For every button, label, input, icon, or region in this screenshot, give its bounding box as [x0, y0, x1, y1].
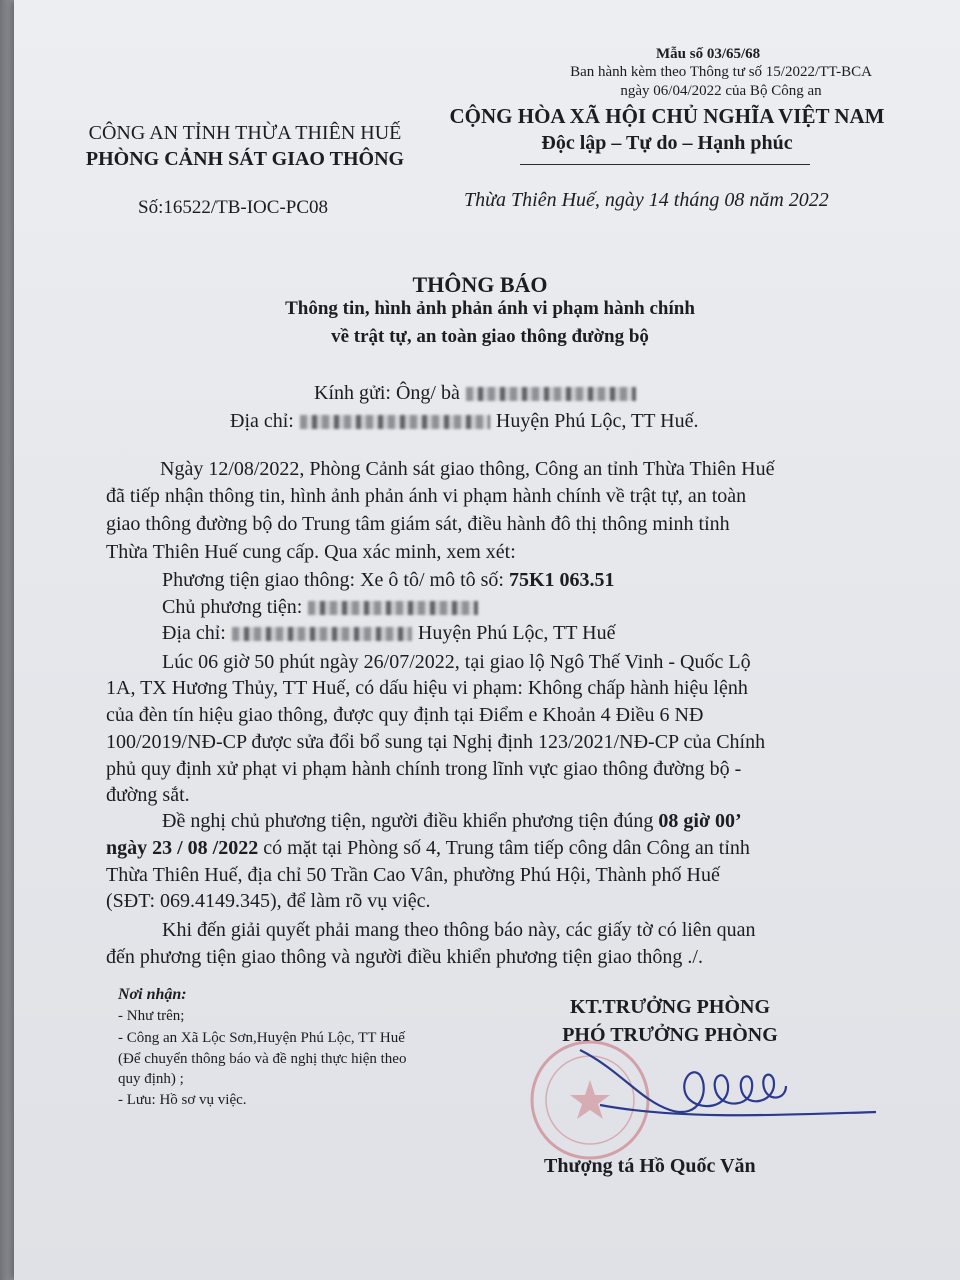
owner-address-label: Địa chỉ: — [162, 622, 226, 644]
motto-underline — [520, 164, 810, 165]
redacted-owner-address — [232, 627, 412, 641]
redacted-owner — [308, 601, 478, 615]
handwritten-signature — [560, 1030, 890, 1140]
body-p3-line-4: (SĐT: 069.4149.345), để làm rõ vụ việc. — [106, 890, 431, 912]
body-p2-line-2: 1A, TX Hương Thủy, TT Huế, có dấu hiệu vi phạm: Không chấp hành hiệu lệnh — [106, 677, 748, 699]
form-issued-by: Ban hành kèm theo Thông tư số 15/2022/TT-BCA — [570, 64, 872, 80]
owner-address-line — [162, 622, 615, 645]
desk-background — [0, 0, 14, 1280]
owner-address-tail: Huyện Phú Lộc, TT Huế — [417, 622, 616, 644]
body-p1-line-4: Thừa Thiên Huế cung cấp. Qua xác minh, xem xét: — [106, 541, 516, 563]
owner-line — [162, 596, 479, 619]
p3-text-2: có mặt tại Phòng số 4, Trung tâm tiếp công dân Công an tỉnh — [263, 837, 750, 859]
place-date: Thừa Thiên Huế, ngày 14 tháng 08 năm 2022 — [464, 189, 829, 211]
body-p2-line-5: phủ quy định xử phạt vi phạm hành chính trong lĩnh vực giao thông đường bộ - — [106, 758, 742, 780]
body-p4-line-1: Khi đến giải quyết phải mang theo thông báo này, các giấy tờ có liên quan — [162, 919, 756, 941]
vehicle-line — [162, 569, 615, 592]
document-subtitle-2: về trật tự, an toàn giao thông đường bộ — [331, 326, 649, 347]
body-p4-line-2: đến phương tiện giao thông và người điều khiển phương tiện giao thông ./. — [106, 946, 703, 968]
recipients-item-5: - Lưu: Hồ sơ vụ việc. — [118, 1092, 247, 1108]
recipients-item-2: - Công an Xã Lộc Sơn,Huyện Phú Lộc, TT Huế — [118, 1030, 405, 1046]
document-title: THÔNG BÁO — [412, 272, 548, 297]
vehicle-plate: 75K1 063.51 — [508, 569, 615, 591]
body-p2-line-3: của đèn tín hiệu giao thông, được quy định tại Điểm e Khoản 4 Điều 6 NĐ — [106, 704, 704, 726]
body-p1-line-1: Ngày 12/08/2022, Phòng Cảnh sát giao thông, Công an tỉnh Thừa Thiên Huế — [160, 458, 775, 480]
body-p3-line-2 — [106, 837, 750, 860]
recipient-address-line — [230, 410, 698, 433]
form-number: Mẫu số 03/65/68 — [656, 46, 761, 62]
signer-name: Thượng tá Hồ Quốc Văn — [544, 1155, 756, 1177]
signature-title-1: KT.TRƯỞNG PHÒNG — [570, 996, 770, 1018]
agency-unit: PHÒNG CẢNH SÁT GIAO THÔNG — [85, 148, 405, 170]
body-p2-line-4: 100/2019/NĐ-CP được sửa đổi bổ sung tại Nghị định 123/2021/NĐ-CP của Chính — [106, 731, 766, 753]
form-issued-date: ngày 06/04/2022 của Bộ Công an — [620, 83, 822, 99]
agency-parent: CÔNG AN TỈNH THỪA THIÊN HUẾ — [88, 122, 402, 144]
document-number: Số:16522/TB-IOC-PC08 — [138, 197, 329, 218]
body-p2-line-1: Lúc 06 giờ 50 phút ngày 26/07/2022, tại giao lộ Ngô Thế Vinh - Quốc Lộ — [162, 651, 751, 673]
appointment-date: ngày 23 / 08 /2022 — [106, 837, 259, 859]
body-p3-line-1 — [162, 810, 742, 833]
recipients-item-1: - Như trên; — [118, 1008, 185, 1024]
redacted-address — [300, 415, 490, 429]
document-subtitle-1: Thông tin, hình ảnh phản ánh vi phạm hành chính — [285, 298, 695, 319]
body-p3-line-3: Thừa Thiên Huế, địa chỉ 50 Trần Cao Vân, phường Phú Hội, Thành phố Huế — [106, 864, 720, 886]
recipients-item-4: quy định) ; — [118, 1071, 184, 1087]
recipient-line — [314, 382, 637, 405]
national-motto: Độc lập – Tự do – Hạnh phúc — [541, 132, 793, 154]
p3-text-1: Đề nghị chủ phương tiện, người điều khiển phương tiện đúng — [162, 810, 654, 832]
body-p1-line-2: đã tiếp nhận thông tin, hình ảnh phản ánh vi phạm hành chính về trật tự, an toàn — [106, 485, 747, 507]
signature-title-2: PHÓ TRƯỞNG PHÒNG — [562, 1024, 778, 1046]
recipient-address-label: Địa chỉ: — [230, 410, 294, 432]
owner-label: Chủ phương tiện: — [162, 596, 303, 618]
recipient-address-tail: Huyện Phú Lộc, TT Huế. — [495, 410, 699, 432]
recipients-title: Nơi nhận: — [118, 986, 187, 1003]
body-p1-line-3: giao thông đường bộ do Trung tâm giám sát, điều hành đô thị thông minh tỉnh — [106, 513, 730, 535]
body-p2-line-6: đường sắt. — [106, 784, 190, 806]
recipients-item-3: (Để chuyển thông báo và đề nghị thực hiện theo — [118, 1051, 407, 1067]
republic-title: CỘNG HÒA XÃ HỘI CHỦ NGHĨA VIỆT NAM — [449, 104, 885, 128]
appointment-time: 08 giờ 00’ — [658, 810, 742, 832]
redacted-name — [466, 387, 636, 401]
vehicle-label: Phương tiện giao thông: Xe ô tô/ mô tô số: — [162, 569, 504, 591]
recipient-greeting: Kính gửi: Ông/ bà — [314, 382, 460, 404]
